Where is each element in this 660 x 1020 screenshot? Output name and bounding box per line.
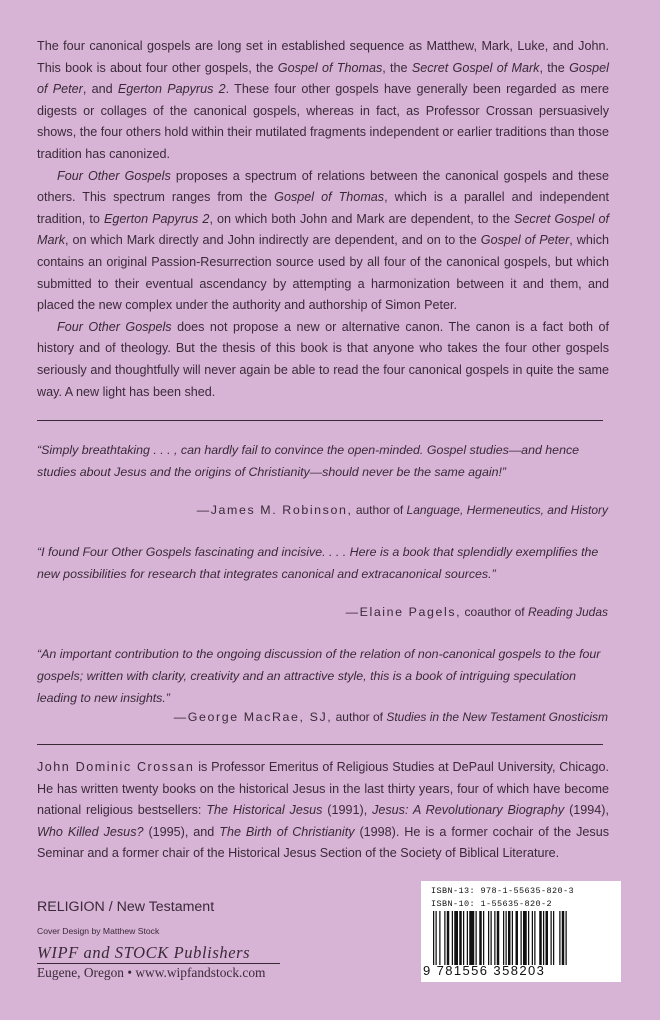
description-paragraph [37, 36, 609, 166]
text-run: (1998). He is a former cochair of the Jesus Seminar and a former chair of the Historical Jesus Section of the Society of Biblical Literature. [37, 824, 610, 861]
barcode-bars [433, 911, 611, 965]
barcode-bar [528, 911, 529, 965]
italic-title: Gospel of Peter [37, 60, 609, 97]
italic-title: Secret Gospel of Mark [37, 211, 609, 248]
barcode-bar [459, 911, 462, 965]
barcode-bar [469, 911, 474, 965]
isbn-13: ISBN-13: 978-1-55635-820-3 [431, 886, 575, 896]
divider [37, 744, 603, 745]
author-bio [37, 757, 609, 865]
barcode-bar [532, 911, 533, 965]
endorsement-attribution: —Elaine Pagels, coauthor of Reading Judas [345, 605, 608, 619]
barcode-bar [494, 911, 495, 965]
barcode-bar [559, 911, 560, 965]
italic-title: Secret Gospel of Mark [411, 60, 540, 75]
barcode-bar [521, 911, 522, 965]
italic-title: Gospel of Thomas [277, 60, 383, 75]
barcode-bar [476, 911, 477, 965]
barcode-bar [439, 911, 440, 965]
divider [37, 420, 603, 421]
description-paragraph [37, 317, 609, 403]
text-run: , on which both John and Mark are dependent, to the [209, 211, 515, 226]
publisher-rule [37, 963, 280, 964]
italic-title: Egerton Papyrus 2 [103, 211, 210, 226]
italic-title: The Birth of Christianity [219, 824, 355, 839]
barcode-bar [523, 911, 527, 965]
text-run: The four canonical gospels are long set in established sequence as Matthew, Mark, Luke, and John. This book is about four other gospels, the [37, 39, 609, 75]
publisher-name: WIPF and STOCK Publishers [37, 943, 251, 962]
barcode-bar [436, 911, 437, 965]
barcode-bar [562, 911, 565, 965]
isbn-barcode [421, 881, 621, 982]
endorsement-attribution: —George MacRae, SJ, author of Studies in the New Testament Gnosticism [173, 710, 608, 724]
text-run: , which contains an original Passion-Resurrection source used by all four of the canonical gospels, but which submitted to their eventual ascendancy by attempting a harmonization between it and them, and placed the new complex under the authority and authorship of Simon Peter. [37, 233, 609, 313]
text-run: , on which Mark directly and John indirectly are dependent, and on to the [65, 233, 481, 248]
barcode-bar [447, 911, 450, 965]
endorsement-quote: “I found Four Other Gospels fascinating and incisive. . . . Here is a book that splendidly exemplifies the new possibilities for research that integrates canonical and extracanonical sources.” [37, 545, 599, 581]
italic-title: Egerton Papyrus 2 [117, 82, 226, 97]
text-run: is Professor Emeritus of Religious Studies at DePaul University, Chicago. He has written twenty books on the historical Jesus in the last thirty years, four of which have become national religious bestsellers: [37, 760, 609, 818]
cover-design-credit: Cover Design by Matthew Stock [37, 926, 160, 936]
barcode-bar [463, 911, 464, 965]
barcode-bar [433, 911, 434, 965]
barcode-bar [491, 911, 492, 965]
barcode-bar [506, 911, 507, 965]
italic-title: The Historical Jesus [206, 803, 323, 818]
barcode-bar [452, 911, 453, 965]
endorser-work: Reading Judas [527, 605, 608, 619]
italic-title: Gospel of Peter [480, 233, 570, 248]
text-run: , the [382, 60, 412, 75]
text-run: (1994), [564, 803, 609, 818]
barcode-bar [444, 911, 445, 965]
endorser-work: Studies in the New Testament Gnosticism [386, 710, 608, 724]
text-run: , which is a parallel and independent tradition, to [37, 190, 609, 226]
text-run: , the [539, 60, 570, 75]
endorser-name: —Elaine Pagels, [345, 605, 462, 619]
barcode-bar [534, 911, 535, 965]
author-name: John Dominic Crossan [37, 760, 195, 774]
barcode-bar [503, 911, 504, 965]
barcode-bar [566, 911, 567, 965]
barcode-bar [467, 911, 468, 965]
barcode-bar [483, 911, 484, 965]
text-run: , and [82, 82, 118, 97]
barcode-bar [546, 911, 549, 965]
endorsement-quote: “An important contribution to the ongoing discussion of the relation of non-canonical gospels to the four gospels; written with clarity, creativity and an attractive style, this is a book of intriguing speculation leading to new insights.” [37, 647, 601, 705]
italic-title: Jesus: A Revolutionary Biography [372, 803, 565, 818]
book-description [37, 36, 609, 403]
barcode-bar [553, 911, 554, 965]
italic-title: Four Other Gospels [57, 168, 171, 183]
endorser-name: —James M. Robinson, [196, 503, 353, 517]
barcode-bar [512, 911, 513, 965]
text-run: (1991), [322, 803, 373, 818]
barcode-bar [479, 911, 482, 965]
barcode-bar [454, 911, 458, 965]
barcode-bar [497, 911, 500, 965]
endorser-work: Language, Hermeneutics, and History [406, 503, 608, 517]
endorsement-quote: “Simply breathtaking . . . , can hardly fail to convince the open-minded. Gospel studies—and hence studies about Jesus and the origins of Christianity—should never be the same again!” [37, 443, 580, 479]
endorsement-attribution: —James M. Robinson, author of Language, Hermeneutics, and History [196, 503, 608, 517]
barcode-bar [488, 911, 489, 965]
italic-title: Gospel of Thomas [274, 190, 385, 205]
italic-title: Four Other Gospels [57, 319, 172, 334]
barcode-bar [539, 911, 542, 965]
barcode-bar [516, 911, 519, 965]
italic-title: Who Killed Jesus? [37, 824, 144, 839]
text-run: proposes a spectrum of relations between the canonical gospels and these others. This spectrum ranges from the [37, 168, 609, 205]
barcode-bar [543, 911, 544, 965]
isbn-10: ISBN-10: 1-55635-820-2 [431, 899, 553, 909]
text-run: does not propose a new or alternative canon. The canon is a fact both of history and of theology. But the thesis of this book is that anyone who takes the four other gospels seriously and thoughtfully will never again be able to read the four canonical gospels in quite the same way. A new light has been shed. [37, 319, 609, 399]
barcode-bar [508, 911, 511, 965]
barcode-bar [551, 911, 552, 965]
publisher-location: Eugene, Oregon • www.wipfandstock.com [37, 965, 266, 980]
book-category: RELIGION / New Testament [37, 899, 215, 915]
text-run: (1995), and [143, 824, 220, 839]
barcode-number: 9 781556 358203 [423, 963, 546, 978]
endorser-name: —George MacRae, SJ, [173, 710, 333, 724]
text-run: . These four other gospels have generally been regarded as mere digests or collages of the canonical gospels, whereas in fact, as Professor Crossan persuasively shows, the four others hold within their mutilated fragments independent or earlier traditions than those tradition has canonized. [37, 82, 609, 161]
description-paragraph [37, 166, 609, 317]
